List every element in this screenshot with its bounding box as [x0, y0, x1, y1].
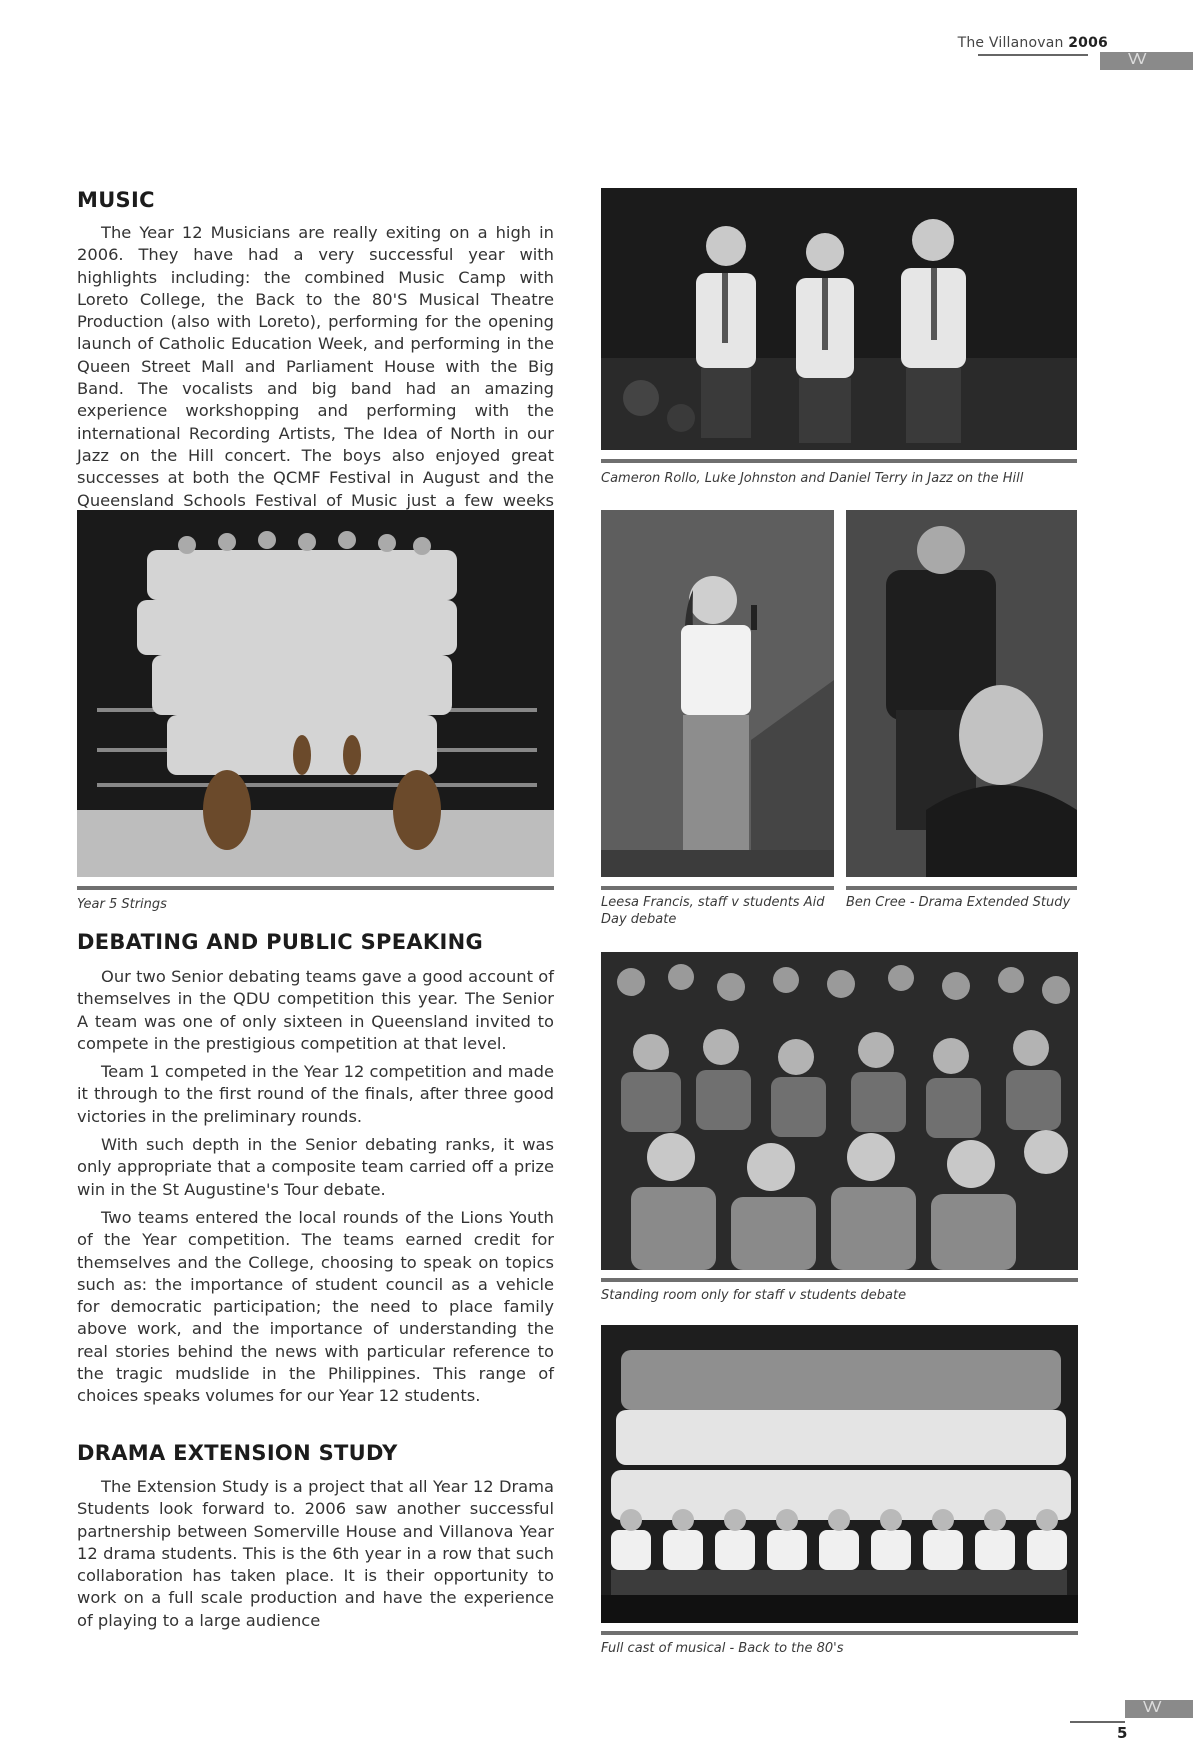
publication-name: The Villanovan — [957, 35, 1064, 51]
caption-rule — [846, 886, 1077, 890]
strings-caption: Year 5 Strings — [77, 897, 167, 912]
caption-rule — [601, 1631, 1078, 1635]
standing-room-photo — [601, 952, 1078, 1270]
music-heading: MUSIC — [77, 188, 155, 212]
header-logo-tab — [1100, 52, 1193, 70]
drama-paragraph: The Extension Study is a project that all Year 12 Drama Students look forward to. 2006 saw another successful partnership between Somerville House and Villanova Year 12 drama students. This is the 6th year in a row that such collaboration has taken place. It is their opportunity to work on a full scale production and have the experience of playing to a large audience — [77, 1477, 554, 1630]
leesa-caption: Leesa Francis, staff v students Aid Day debate — [601, 895, 825, 927]
standing-caption: Standing room only for staff v students debate — [601, 1288, 907, 1303]
drama-text — [77, 1476, 554, 1638]
debating-paragraph-3: With such depth in the Senior debating ranks, it was only appropriate that a composite team carried off a prize win in the St Augustine's Tour debate. — [77, 1135, 554, 1199]
caption-rule — [601, 886, 834, 890]
caption-rule — [601, 1278, 1078, 1282]
debating-heading: DEBATING AND PUBLIC SPEAKING — [77, 930, 484, 954]
year-5-strings-photo — [77, 510, 554, 877]
cast-caption: Full cast of musical - Back to the 80's — [601, 1641, 844, 1656]
vv-logo: VV — [1128, 50, 1145, 68]
ben-caption: Ben Cree - Drama Extended Study — [846, 895, 1071, 910]
page-number: 5 — [1117, 1724, 1128, 1742]
jazz-caption: Cameron Rollo, Luke Johnston and Daniel Terry in Jazz on the Hill — [601, 471, 1024, 486]
ben-cree-photo — [846, 510, 1077, 877]
drama-heading: DRAMA EXTENSION STUDY — [77, 1441, 398, 1465]
music-text — [77, 222, 554, 540]
debating-paragraph-2: Team 1 competed in the Year 12 competition and made it through to the first round of the finals, after three good victories in the preliminary rounds. — [77, 1062, 554, 1126]
footer-logo-tab — [1125, 1700, 1193, 1718]
debating-paragraph-1: Our two Senior debating teams gave a good account of themselves in the QDU competition this year. The Senior A team was one of only sixteen in Queensland invited to compete in the prestigious competition at that level. — [77, 967, 554, 1053]
header-rule — [978, 54, 1088, 56]
running-header — [958, 35, 1108, 51]
full-cast-photo — [601, 1325, 1078, 1623]
debating-paragraph-4: Two teams entered the local rounds of the Lions Youth of the Year competition. The teams earned credit for themselves and the College, choosing to speak on topics such as: the importance of student council as a vehicle for democratic participation; the need to place family above work, and the importance of understanding the real stories behind the news with particular reference to the tragic mudslide in the Philippines. This range of choices speaks volumes for our Year 12 students. — [77, 1207, 554, 1406]
debating-text — [77, 966, 554, 1414]
publication-year: 2006 — [1068, 35, 1108, 51]
caption-rule — [77, 886, 554, 890]
vv-logo: VV — [1143, 1698, 1160, 1716]
caption-rule — [601, 459, 1077, 463]
footer-rule — [1070, 1721, 1125, 1723]
jazz-on-the-hill-photo — [601, 188, 1077, 450]
music-paragraph: The Year 12 Musicians are really exiting on a high in 2006. They have had a very successful year with highlights including: the combined Music Camp with Loreto College, the Back to the 80'S Musical Theatre Production (also with Loreto), performing for the opening launch of Catholic Education Week, and performing in the Queen Street Mall and Parliament House with the Big Band. The vocalists and big band had an amazing experience workshopping and performing with the international Recording Artists, The Idea of North in our Jazz on the Hill concert. The boys also enjoyed great successes at both the QCMF Festival in August and the Queensland Schools Festival of Music just a few weeks — [77, 223, 554, 510]
leesa-francis-photo — [601, 510, 834, 877]
